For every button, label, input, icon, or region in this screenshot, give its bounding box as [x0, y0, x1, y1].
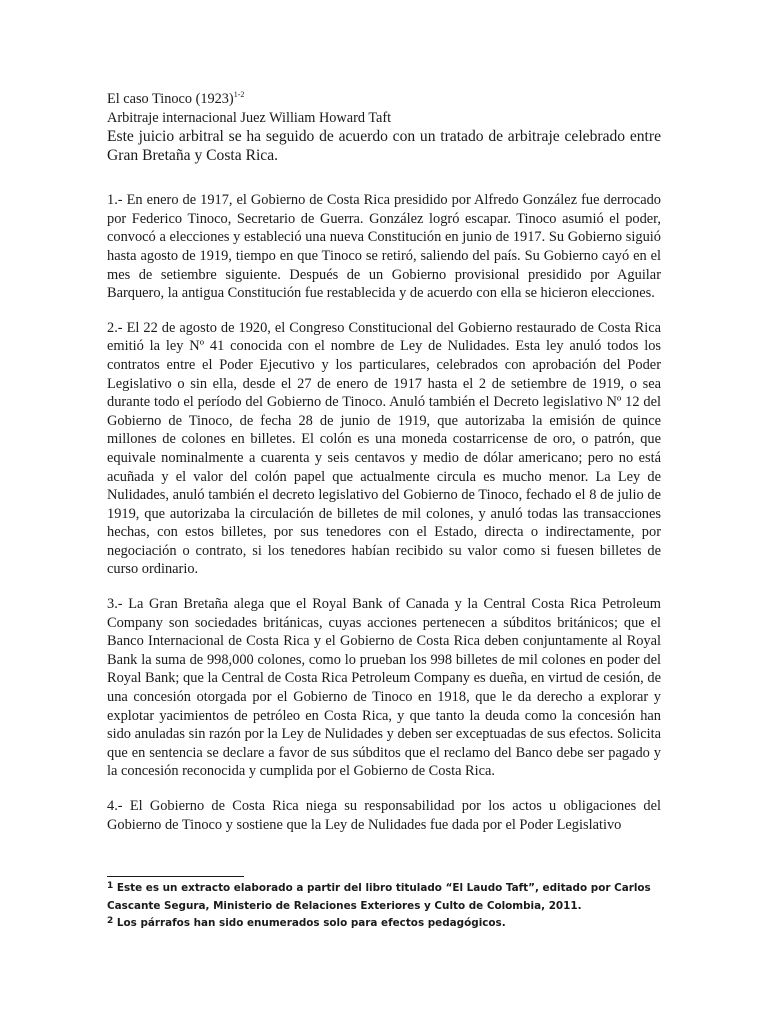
footnote-1-text: Este es un extracto elaborado a partir del libro titulado “El Laudo Taft”, editado por Carlos Cascante Segura, Ministerio de Relaciones Exteriores y Culto de Colombia, 2011. [107, 882, 651, 912]
footnote-1 [107, 880, 667, 915]
document-title [107, 90, 661, 109]
paragraph-1: 1.- En enero de 1917, el Gobierno de Costa Rica presidido por Alfredo González fue derrocado por Federico Tinoco, Secretario de Guerra. González logró escapar. Tinoco asumió el poder, convocó a elecciones y estableció una nueva Constitución en junio de 1917. Su Gobierno siguió hasta agosto de 1919, tiempo en que Tinoco se retiró, saliendo del país. Su Gobierno cayó en el mes de setiembre siguiente. Después de un Gobierno provisional presidido por Aguilar Barquero, la antigua Constitución fue restablecida y de acuerdo con ella se hicieron elecciones. [107, 192, 661, 302]
footnote-2 [107, 915, 667, 933]
paragraph-2: 2.- El 22 de agosto de 1920, el Congreso Constitucional del Gobierno restaurado de Costa Rica emitió la ley Nº 41 conocida con el nombre de Ley de Nulidades. Esta ley anuló todos los contratos entre el Poder Ejecutivo y los particulares, celebrados con aprobación del Poder Legislativo o sin ella, desde el 27 de enero de 1917 hasta el 2 de setiembre de 1919, o sea durante todo el período del Gobierno de Tinoco. Anuló también el Decreto legislativo Nº 12 del Gobierno de Tinoco, de fecha 28 de junio de 1919, que autorizaba la emisión de quince millones de colones en billetes. El colón es una moneda costarricense de oro, o patrón, que equivale nominalmente a cuarenta y seis centavos y medio de dólar americano; pero no está acuñada y el valor del colón papel que actualmente circula es mucho menor. La Ley de Nulidades, anuló también el decreto legislativo del Gobierno de Tinoco, fechado el 8 de julio de 1919, que autorizaba la circulación de billetes de mil colones, y anuló todas las transacciones hechas, con estos billetes, por sus tenedores con el Estado, directa o indirectamente, por negociación o contrato, si los tenedores habían recibido su valor como si fuesen billetes de curso ordinario. [107, 319, 661, 578]
title-text: El caso Tinoco (1923) [107, 91, 234, 107]
paragraph-4: 4.- El Gobierno de Costa Rica niega su responsabilidad por los actos u obligaciones del Gobierno de Tinoco y sostiene que la Ley de Nulidades fue dada por el Poder Legislativo [107, 798, 661, 833]
footnote-2-number: 2 [107, 916, 114, 926]
document-intro: Este juicio arbitral se ha seguido de acuerdo con un tratado de arbitraje celebrado entre Gran Bretaña y Costa Rica. [107, 128, 661, 165]
paragraph-3: 3.- La Gran Bretaña alega que el Royal Bank of Canada y la Central Costa Rica Petroleum Company son sociedades británicas, cuyas acciones pertenecen a súbditos británicos; que el Banco Internacional de Costa Rica y el Gobierno de Costa Rica deben conjuntamente al Royal Bank la suma de 998,000 colones, como lo prueban los 998 billetes de mil colones en poder del Royal Bank; que la Central de Costa Rica Petroleum Company es dueña, en virtud de cesión, de una concesión otorgada por el Gobierno de Tinoco en 1918, que le da derecho a explorar y explotar yacimientos de petróleo en Costa Rica, y que tanto la deuda como la concesión han sido anuladas sin razón por la Ley de Nulidades y deben ser exceptuadas de sus efectos. Solicita que en sentencia se declare a favor de sus súbditos que el reclamo del Banco debe ser pagado y la concesión reconocida y cumplida por el Gobierno de Costa Rica. [107, 596, 661, 780]
title-footnote-ref: 1-2 [233, 90, 245, 99]
document-body [107, 90, 661, 834]
footnote-1-number: 1 [107, 881, 114, 891]
footnote-2-text: Los párrafos han sido enumerados solo para efectos pedagógicos. [116, 917, 506, 929]
document-subtitle: Arbitraje internacional Juez William Howard Taft [107, 109, 392, 126]
footnote-divider [107, 876, 244, 877]
